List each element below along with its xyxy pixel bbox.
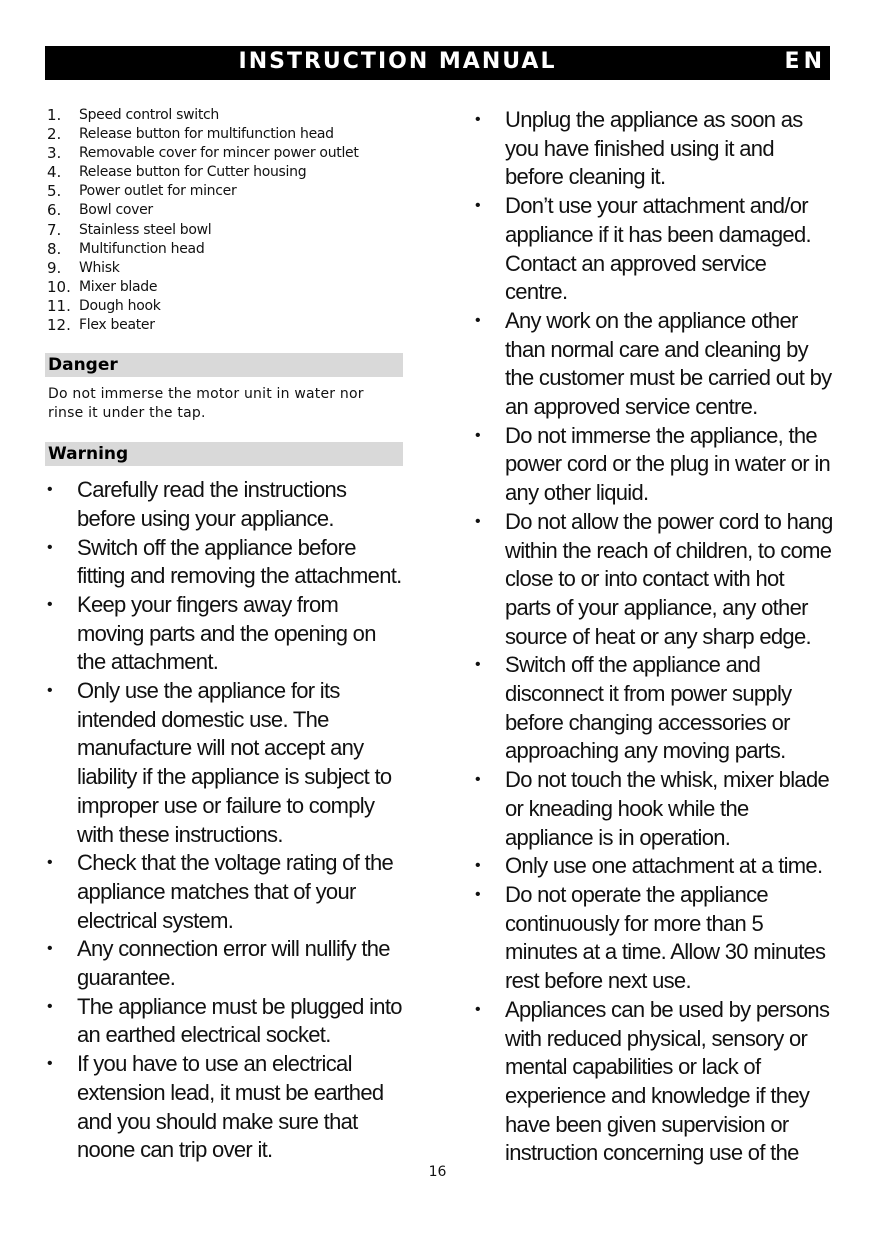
part-label: Flex beater — [79, 317, 155, 334]
part-number: 11. — [47, 296, 71, 315]
warning-text: Appliances can be used by persons with reduced physical, sensory or mental capabilities or lack of experience and knowledge if they have been given supervision or instruction concerning use of the — [505, 996, 830, 1166]
part-number: 4. — [47, 163, 62, 182]
part-number: 10. — [47, 277, 71, 296]
part-label: Power outlet for mincer — [79, 183, 237, 200]
part-number: 12. — [47, 316, 71, 335]
danger-text: Do not immerse the motor unit in water nor rinse it under the tap. — [48, 386, 364, 422]
warning-text: Do not operate the appliance continuously for more than 5 minutes at a time. Allow 30 minutes rest before next use. — [505, 881, 826, 994]
part-number: 6. — [47, 201, 62, 220]
page-header — [45, 46, 830, 80]
part-item — [45, 221, 405, 240]
warning-item — [473, 192, 833, 307]
warning-item — [473, 106, 833, 192]
part-label: Dough hook — [79, 297, 161, 314]
part-label: Whisk — [79, 259, 120, 276]
bullet-icon: • — [47, 538, 52, 556]
warning-item — [45, 677, 405, 849]
part-label: Multifunction head — [79, 240, 205, 257]
bullet-icon: • — [47, 940, 52, 958]
part-item — [45, 163, 405, 182]
part-item — [45, 201, 405, 220]
part-number: 3. — [47, 144, 62, 163]
part-item — [45, 125, 405, 144]
warning-text: Switch off the appliance before fitting and removing the attachment. — [77, 534, 402, 589]
bullet-icon: • — [47, 854, 52, 872]
bullet-icon: • — [47, 1055, 52, 1073]
warning-item — [45, 1050, 405, 1165]
language-code: EN — [784, 49, 826, 74]
part-number: 1. — [47, 106, 62, 124]
warning-item — [473, 852, 833, 881]
warning-item — [45, 849, 405, 935]
part-item — [45, 297, 405, 316]
part-item — [45, 278, 405, 297]
right-column — [473, 106, 833, 1168]
part-number: 9. — [47, 258, 62, 277]
part-label: Mixer blade — [79, 278, 158, 295]
warning-text: Keep your fingers away from moving parts and the opening on the attachment. — [77, 591, 376, 675]
bullet-icon: • — [475, 111, 480, 128]
warning-text: Any connection error will nullify the guarantee. — [77, 936, 390, 991]
warning-text: Do not touch the whisk, mixer blade or kneading hook while the appliance is in operation. — [505, 767, 830, 850]
part-number: 5. — [47, 182, 62, 201]
warning-list-left — [45, 476, 405, 1165]
part-label: Stainless steel bowl — [79, 221, 212, 238]
warning-item — [473, 881, 833, 996]
warning-text: Only use the appliance for its intended domestic use. The manufacture will not accept any liability if the appliance is subject to improper use or failure to comply with these instructions. — [77, 678, 392, 847]
warning-item — [473, 307, 833, 422]
bullet-icon: • — [475, 656, 480, 674]
warning-text: Don’t use your attachment and/or appliance if it has been damaged. Contact an approved service centre. — [505, 193, 811, 305]
warning-text: Check that the voltage rating of the appliance matches that of your electrical system. — [77, 850, 394, 933]
warning-item — [45, 591, 405, 677]
warning-item — [473, 508, 833, 652]
part-item — [45, 316, 405, 335]
part-label: Speed control switch — [79, 107, 220, 123]
bullet-icon: • — [475, 512, 480, 530]
part-label: Removable cover for mincer power outlet — [79, 145, 359, 162]
part-label: Release button for Cutter housing — [79, 164, 307, 181]
warning-text: Unplug the appliance as soon as you have finished using it and before cleaning it. — [505, 107, 803, 190]
warning-text: Switch off the appliance and disconnect it from power supply before changing accessories or approaching any moving parts. — [505, 652, 792, 764]
warning-item — [473, 651, 833, 766]
warning-heading: Warning — [45, 442, 403, 466]
bullet-icon: • — [47, 481, 52, 499]
warning-text: The appliance must be plugged into an earthed electrical socket. — [77, 993, 402, 1048]
bullet-icon: • — [475, 311, 480, 329]
manual-title: INSTRUCTION MANUAL — [238, 49, 557, 74]
warning-item — [45, 993, 405, 1050]
part-item — [45, 144, 405, 163]
left-column — [45, 106, 405, 1165]
bullet-icon: • — [47, 682, 52, 700]
part-number: 7. — [47, 220, 62, 239]
bullet-icon: • — [475, 857, 480, 875]
warning-item — [45, 534, 405, 591]
bullet-icon: • — [475, 771, 480, 789]
page-number: 16 — [428, 1164, 447, 1180]
warning-text: Carefully read the instructions before using your appliance. — [77, 477, 347, 531]
warning-item — [473, 996, 833, 1168]
part-label: Bowl cover — [79, 202, 153, 219]
warning-item — [473, 422, 833, 508]
warning-item — [45, 476, 405, 533]
parts-list — [45, 106, 405, 335]
part-item — [45, 240, 405, 259]
part-number: 8. — [47, 239, 62, 258]
warning-text: Do not allow the power cord to hang within the reach of children, to come close to or into contact with hot parts of your appliance, any other source of heat or any sharp edge. — [505, 508, 833, 649]
part-label: Release button for multifunction head — [79, 126, 334, 143]
part-item — [45, 106, 405, 125]
bullet-icon: • — [475, 885, 480, 903]
bullet-icon: • — [47, 595, 52, 613]
bullet-icon: • — [475, 197, 480, 215]
warning-text: Any work on the appliance other than normal care and cleaning by the customer must be carried out by an approved service centre. — [505, 307, 832, 420]
warning-text: Only use one attachment at a time. — [505, 853, 823, 879]
part-item — [45, 182, 405, 201]
warning-text: Do not immerse the appliance, the power cord or the plug in water or in any other liquid. — [505, 422, 831, 506]
part-number: 2. — [47, 125, 62, 144]
warning-item — [45, 935, 405, 992]
bullet-icon: • — [475, 1000, 480, 1018]
warning-text: If you have to use an electrical extension lead, it must be earthed and you should make sure that noone can trip over it. — [77, 1051, 384, 1163]
bullet-icon: • — [475, 426, 480, 444]
bullet-icon: • — [47, 997, 52, 1015]
warning-item — [473, 766, 833, 852]
part-item — [45, 259, 405, 278]
warning-list-right — [473, 106, 833, 1168]
danger-heading: Danger — [45, 353, 403, 377]
